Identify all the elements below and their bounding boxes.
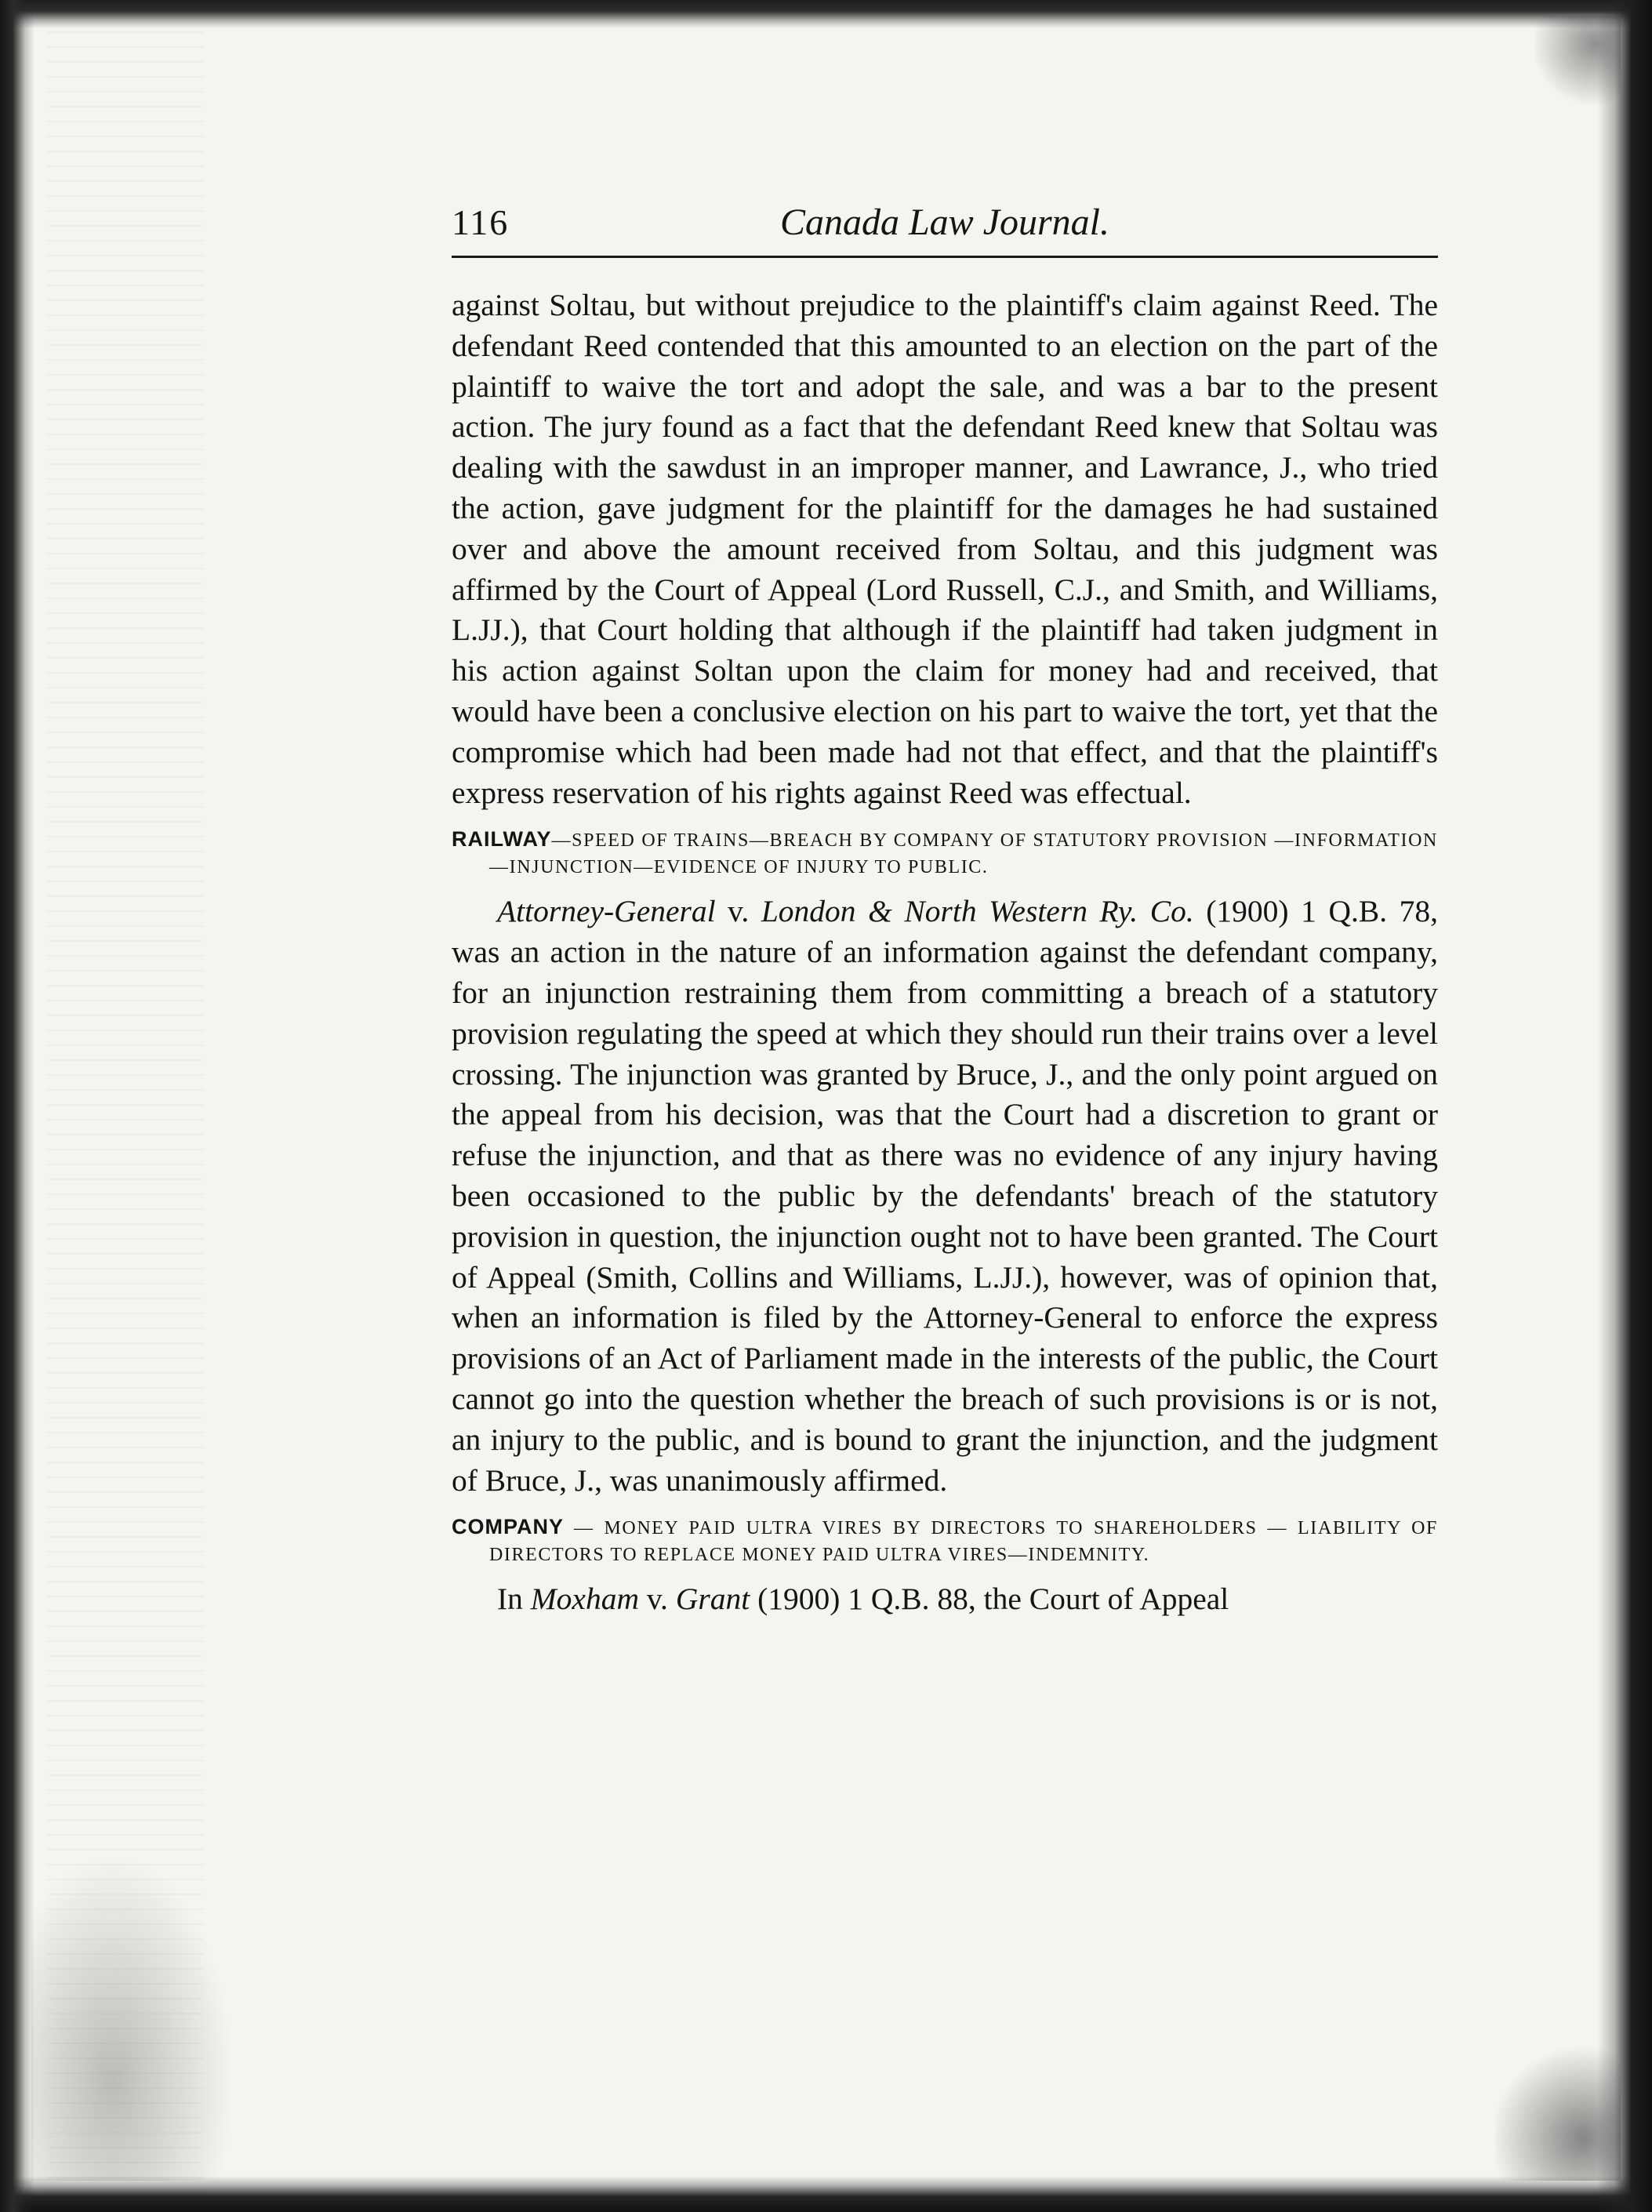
paragraph-3 [452,1579,1438,1620]
heading-subjects: —SPEED OF TRAINS—BREACH BY COMPANY OF STATUTORY PROVISION —INFORMATION—INJUNCTION—EVIDENCE OF INJURY TO PUBLIC. [489,830,1438,878]
body-text [452,285,1438,1620]
paragraph-3-lead: In [497,1582,531,1617]
running-header [452,199,1438,254]
case-party-a: Attorney-General [497,894,716,929]
scan-edge-bottom [0,2176,1652,2212]
case-versus: v. [639,1582,676,1617]
section-heading-company [452,1513,1438,1568]
paragraph-3-text: (1900) 1 Q.B. 88, the Court of Appeal [750,1582,1229,1617]
heading-lead: RAILWAY [452,827,552,852]
paragraph-1: against Soltau, but without prejudice to the plaintiff's claim against Reed. The defendant Reed contended that this amounted to an election on the part of the plaintiff to waive the tort and adopt the sale, and was a bar to the present action. The jury found as a fact that the defendant Reed knew that Soltau was dealing with the sawdust in an improper manner, and Lawrance, J., who tried the action, gave judgment for the plaintiff for the damages he had sustained over and above the amount received from Soltau, and this judgment was affirmed by the Court of Appeal (Lord Russell, C.J., and Smith, and Williams, L.JJ.), that Court holding that although if the plaintiff had taken judgment in his action against Soltan upon the claim for money had and received, that would have been a conclusive election on his part to waive the tort, yet that the compromise which had been made had not that effect, and that the plaintiff's express reservation of his rights against Reed was effectual. [452,288,1438,810]
paragraph-2 [452,892,1438,1501]
scan-edge-left [0,0,34,2212]
header-rule [452,256,1438,258]
heading-subjects: — MONEY PAID ULTRA VIRES BY DIRECTORS TO SHAREHOLDERS — LIABILITY OF DIRECTORS TO REPLACE MONEY PAID ULTRA VIRES—INDEMNITY. [489,1518,1438,1566]
case-party-b: London & North Western Ry. Co. [761,894,1194,929]
case-versus: v. [715,894,761,929]
heading-lead: COMPANY [452,1515,565,1539]
paragraph-2-text: (1900) 1 Q.B. 78, was an action in the nature of an information against the defendant company, for an injunction restraining them from committing a breach of a statutory provision regulating the speed at which they should run their trains over a level crossing. The injunction was granted by Bruce, J., and the only point argued on the appeal from his decision, was that the Court had a discretion to grant or refuse the injunction, and that as there was no evidence of any injury having been occasioned to the public by the defendants' breach of the statutory provision in question, the injunction ought not to have been granted. The Court of Appeal (Smith, Collins and Williams, L.JJ.), however, was of opinion that, when an information is filed by the Attorney-General to enforce the express provisions of an Act of Parliament made in the interests of the public, the Court cannot go into the question whether the breach of such provisions is or is not, an injury to the public, and is bound to grant the injunction, and the judgment of Bruce, J., was unanimously affirmed. [452,894,1439,1498]
scan-corner-top-right [1534,16,1621,110]
case-party-b: Grant [675,1582,750,1617]
case-party-a: Moxham [530,1582,639,1617]
scan-corner-bottom-right [1495,2039,1621,2181]
scan-corner-bottom-left [31,1851,235,2181]
scan-edge-top [0,0,1652,28]
scan-edge-right [1597,0,1652,2212]
section-heading-railway [452,826,1438,881]
running-title: Canada Law Journal. [779,202,1110,243]
page-number: 116 [452,202,510,242]
